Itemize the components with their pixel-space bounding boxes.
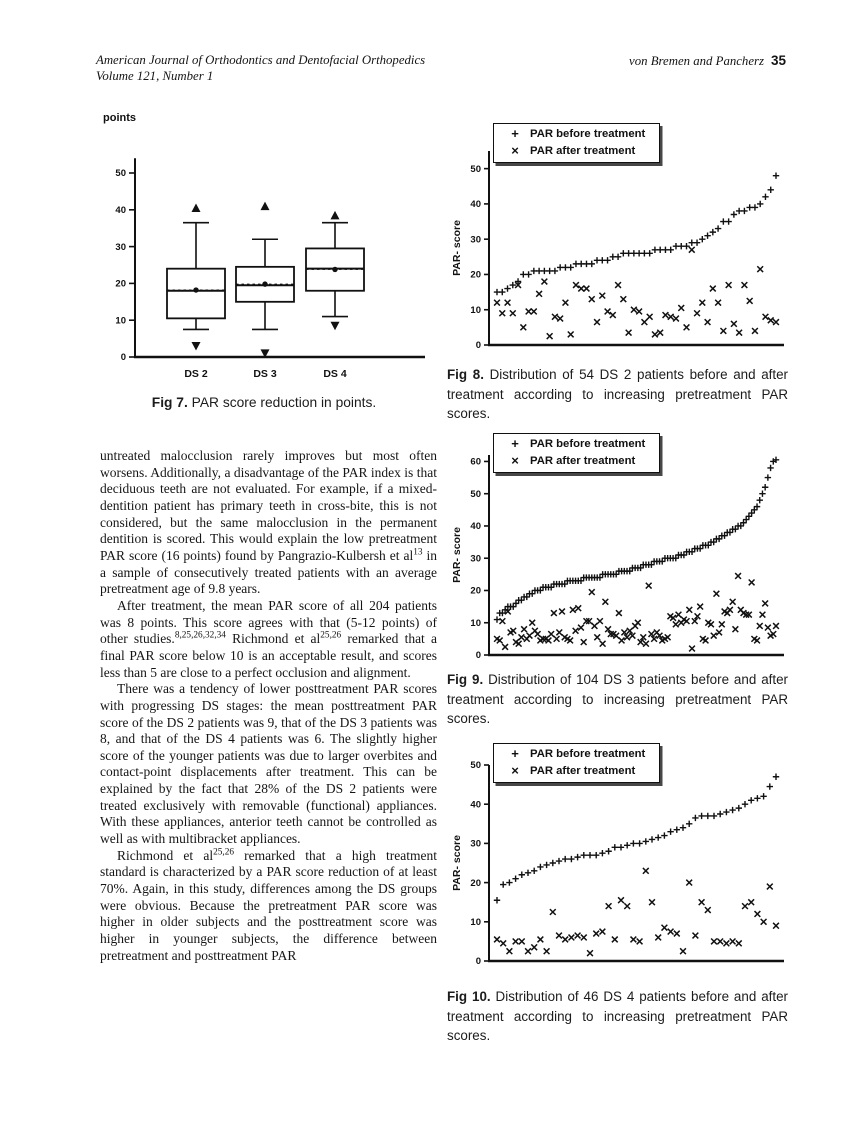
- legend-label: PAR after treatment: [530, 144, 636, 157]
- svg-text:10: 10: [115, 315, 126, 327]
- fig10-legend-item: [500, 763, 645, 780]
- svg-text:30: 30: [115, 241, 126, 253]
- svg-text:40: 40: [470, 521, 481, 533]
- svg-text:10: 10: [470, 304, 481, 316]
- fig7-category-label: DS 4: [323, 368, 347, 380]
- journal-volume-line: Volume 121, Number 1: [96, 68, 214, 83]
- fig8-legend-item: [500, 126, 645, 143]
- figure-7: [95, 112, 433, 413]
- fig10-chart-area: [447, 735, 788, 987]
- text-segment: remarked that a high treatment standard is characterized by a PAR score reduction of at least 70%. Again, in this study, differences among the DS groups were obvious. Because the pretreatment PAR score was higher in older subjects and the posttreatment score was higher in younger subjects, the difference between pretreatment and posttreatment PAR: [100, 847, 438, 963]
- svg-text:50: 50: [470, 760, 481, 772]
- svg-text:20: 20: [115, 278, 126, 290]
- citation-superscript: 13: [413, 547, 423, 558]
- citation-superscript: 25,26: [213, 847, 234, 858]
- svg-text:20: 20: [470, 585, 481, 597]
- figure-9: [447, 425, 788, 729]
- svg-text:50: 50: [470, 163, 481, 175]
- svg-text:40: 40: [470, 199, 481, 211]
- cross-marker-icon: ×: [511, 142, 519, 158]
- fig10-caption: [447, 987, 788, 1046]
- fig8-caption-text: Distribution of 54 DS 2 patients before and after treatment according to increasing pretreatment PAR scores.: [447, 367, 789, 422]
- plus-marker-icon: +: [511, 126, 519, 141]
- svg-text:40: 40: [115, 205, 126, 216]
- fig8-series-plus: [494, 172, 779, 295]
- journal-title-block: [96, 53, 425, 84]
- svg-text:30: 30: [470, 234, 481, 246]
- figure-8: [447, 115, 788, 424]
- fig9-legend-item: [500, 436, 645, 453]
- fig10-legend-item: [500, 746, 645, 763]
- fig10-series-plus: [494, 774, 779, 904]
- text-segment: After treatment, the mean PAR score of all 204 patients was 8 points. This score agrees with that (5-12 points) of other studies.: [100, 597, 437, 647]
- svg-text:0: 0: [120, 352, 126, 364]
- fig8-series-cross: [494, 247, 779, 339]
- article-text: [100, 448, 437, 964]
- fig8-legend: [493, 123, 660, 163]
- plus-marker-icon: +: [511, 746, 519, 761]
- citation-superscript: 8,25,26,32,34: [174, 630, 226, 641]
- text-segment: Richmond et al: [225, 631, 321, 647]
- legend-label: PAR before treatment: [530, 438, 646, 450]
- fig7-plot: [95, 129, 433, 381]
- legend-label: PAR before treatment: [530, 128, 646, 140]
- fig8-caption: [447, 365, 788, 424]
- svg-text:10: 10: [470, 917, 481, 928]
- text-segment: untreated malocclusion rarely improves but most often worsens. Additionally, a disadvantage of the PAR index is that deciduous teeth are not evaluated. For example, if a mixed-dentition patient has primary teeth in cross-bite, this is not considered, but the same malocclusion in the permanent dentition is scored. This would explain the low pretreatment PAR score (16 points) found by Pangrazio-Kulbersh et al: [100, 448, 437, 563]
- paragraph-3: [100, 681, 437, 848]
- fig9-series-plus: [494, 457, 779, 623]
- paragraph-2: [100, 598, 437, 681]
- citation-superscript: 25,26: [320, 630, 342, 641]
- fig10-legend: [493, 743, 660, 783]
- svg-text:0: 0: [475, 956, 481, 968]
- svg-text:30: 30: [470, 553, 481, 565]
- paragraph-1: [100, 448, 437, 598]
- text-segment: There was a tendency of lower posttreatment PAR scores with progressing DS stages: the mean posttreatment PAR score of the DS 2 patients was 9, that of the DS 3 patients was 8, and that of the DS 4 patients was 6. The slightly higher score of the younger patients was due to larger overbites and contact-point displacements after treatment. This can be explained by the fact that 28% of the DS 2 patients were treated exclusively with removable (functional) appliances. With these appliances, anterior teeth cannot be controlled as well as with multibracket appliances.: [100, 681, 437, 847]
- running-authors: von Bremen and Pancherz: [629, 54, 764, 68]
- fig7-caption-label: Fig 7.: [151, 395, 188, 410]
- fig9-plot: [447, 441, 788, 673]
- fig9-caption: [447, 670, 788, 729]
- plus-marker-icon: +: [511, 436, 519, 451]
- fig7-box-ds-4: [306, 211, 364, 330]
- svg-text:40: 40: [470, 799, 481, 811]
- fig9-chart-area: [447, 425, 788, 670]
- legend-label: PAR after treatment: [530, 764, 636, 777]
- svg-text:20: 20: [470, 269, 481, 281]
- fig8-chart-area: [447, 115, 788, 365]
- fig8-legend-item: [500, 143, 645, 160]
- legend-label: PAR after treatment: [530, 454, 636, 467]
- page-number: 35: [770, 53, 786, 68]
- fig10-plot: [447, 751, 788, 981]
- fig7-y-axis-title: points: [103, 112, 136, 124]
- fig9-y-axis-title: PAR- score: [451, 527, 463, 583]
- svg-text:20: 20: [470, 877, 481, 889]
- fig8-plot: [447, 133, 788, 365]
- svg-text:0: 0: [475, 650, 481, 662]
- fig9-legend-item: [500, 453, 645, 470]
- fig7-boxplot-area: [95, 129, 433, 381]
- fig10-caption-text: Distribution of 46 DS 4 patients before and after treatment according to increasing pretreatment PAR scores.: [447, 989, 788, 1044]
- fig10-axes: [470, 760, 784, 967]
- svg-text:50: 50: [115, 168, 126, 180]
- svg-text:0: 0: [475, 340, 481, 352]
- fig7-category-label: DS 2: [184, 368, 208, 380]
- fig9-legend: [493, 433, 660, 473]
- svg-text:60: 60: [470, 456, 481, 468]
- svg-text:50: 50: [470, 488, 481, 500]
- text-segment: Richmond et al: [117, 847, 214, 863]
- cross-marker-icon: ×: [511, 762, 519, 778]
- fig7-caption-text: PAR score reduction in points.: [191, 395, 377, 410]
- fig9-caption-text: Distribution of 104 DS 3 patients before and after treatment according to increasing pretreatment PAR scores.: [447, 672, 788, 727]
- text-segment: remarked that a final PAR score below 10 is an acceptable result, and scores less than 5 are close to a perfect occlusion and alignment.: [100, 631, 437, 680]
- fig7-category-label: DS 3: [253, 368, 277, 380]
- fig7-axes: [115, 158, 425, 363]
- figure-10: [447, 735, 788, 1046]
- paragraph-4: [100, 848, 437, 965]
- fig10-series-cross: [494, 868, 779, 956]
- fig8-caption-label: Fig 8.: [447, 367, 484, 382]
- fig9-caption-label: Fig 9.: [447, 672, 484, 687]
- text-segment: in a sample of consecutively treated patients with an average pretreatment age of 9.8 years.: [100, 547, 437, 597]
- fig8-y-axis-title: PAR- score: [451, 220, 463, 276]
- svg-text:30: 30: [470, 838, 481, 850]
- fig7-caption: [95, 393, 433, 413]
- running-head: [460, 53, 786, 69]
- fig10-caption-label: Fig 10.: [447, 989, 491, 1004]
- fig10-y-axis-title: PAR- score: [451, 835, 463, 891]
- fig7-box-ds-2: [167, 203, 225, 350]
- svg-text:10: 10: [470, 617, 481, 629]
- cross-marker-icon: ×: [511, 452, 519, 468]
- fig7-box-ds-3: [236, 202, 294, 358]
- fig9-series-cross: [494, 573, 779, 651]
- legend-label: PAR before treatment: [530, 748, 646, 760]
- journal-title: American Journal of Orthodontics and Dentofacial Orthopedics: [96, 53, 426, 67]
